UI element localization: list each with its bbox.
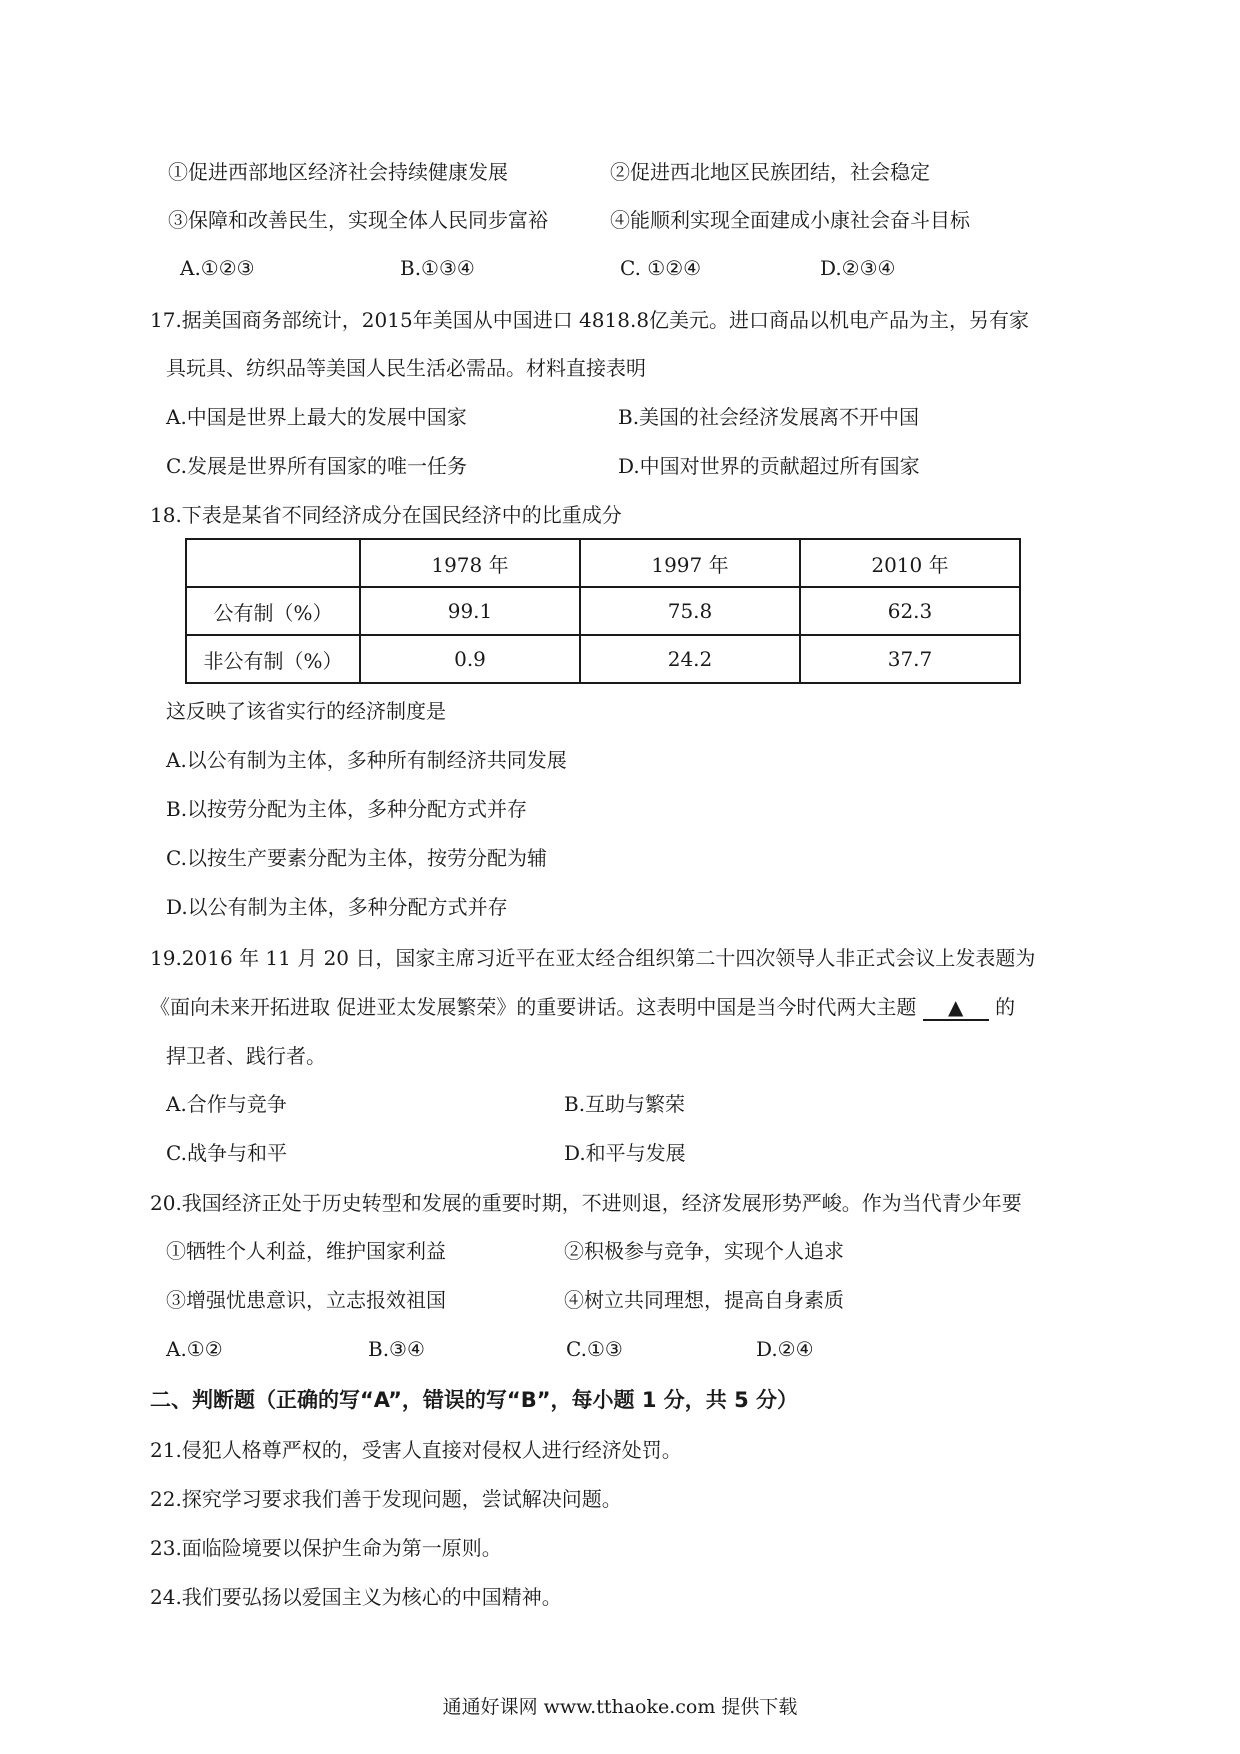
q18-option-d: D.以公有制为主体，多种分配方式并存 [166, 895, 508, 919]
table-cell: 75.8 [580, 587, 800, 635]
table-cell: 37.7 [800, 635, 1020, 683]
q18-option-a: A.以公有制为主体，多种所有制经济共同发展 [166, 748, 567, 772]
q19-stem-suffix: 的 [995, 995, 1016, 1019]
q16-statement-2: ②促进西北地区民族团结，社会稳定 [610, 160, 930, 184]
judge-item-21: 21.侵犯人格尊严权的，受害人直接对侵权人进行经济处罚。 [150, 1438, 682, 1462]
table-cell: 公有制（%） [186, 587, 360, 635]
table-header-cell: 1997 年 [580, 539, 800, 587]
economy-share-table [185, 538, 1021, 684]
table-header-cell [186, 539, 360, 587]
q19-stem-line-2 [150, 993, 1015, 1021]
q19-stem-line-1: 19.2016 年 11 月 20 日，国家主席习近平在亚太经合组织第二十四次领导人非正式会议上发表题为 [150, 946, 1036, 970]
q18-option-c: C.以按生产要素分配为主体，按劳分配为辅 [166, 846, 547, 870]
q16-statement-3: ③保障和改善民生，实现全体人民同步富裕 [168, 208, 548, 232]
q16-statement-1: ①促进西部地区经济社会持续健康发展 [168, 160, 508, 184]
q20-option-a: A.①② [166, 1337, 223, 1361]
q20-statement-1: ①牺牲个人利益，维护国家利益 [166, 1239, 446, 1263]
q16-option-c: C. ①②④ [620, 256, 702, 280]
q16-option-a: A.①②③ [180, 256, 255, 280]
q17-option-c: C.发展是世界所有国家的唯一任务 [166, 454, 467, 478]
q16-statement-4: ④能顺利实现全面建成小康社会奋斗目标 [610, 208, 970, 232]
q17-option-d: D.中国对世界的贡献超过所有国家 [618, 454, 920, 478]
q17-option-b: B.美国的社会经济发展离不开中国 [618, 405, 920, 429]
q20-statement-2: ②积极参与竞争，实现个人追求 [564, 1239, 844, 1263]
q18-after-table: 这反映了该省实行的经济制度是 [166, 699, 446, 723]
table-cell: 62.3 [800, 587, 1020, 635]
q20-option-c: C.①③ [566, 1337, 623, 1361]
table-cell: 0.9 [360, 635, 580, 683]
q16-option-b: B.①③④ [400, 256, 475, 280]
q18-option-b: B.以按劳分配为主体，多种分配方式并存 [166, 797, 528, 821]
judge-item-24: 24.我们要弘扬以爱国主义为核心的中国精神。 [150, 1585, 562, 1609]
q17-stem-line-1: 17.据美国商务部统计，2015年美国从中国进口 4818.8亿美元。进口商品以机电产品为主，另有家 [150, 308, 1030, 332]
q20-stem: 20.我国经济正处于历史转型和发展的重要时期，不进则退，经济发展形势严峻。作为当代青少年要 [150, 1191, 1022, 1215]
q17-stem-line-2: 具玩具、纺织品等美国人民生活必需品。材料直接表明 [166, 356, 646, 380]
q19-option-c: C.战争与和平 [166, 1141, 287, 1165]
table-cell: 非公有制（%） [186, 635, 360, 683]
table-header-cell: 2010 年 [800, 539, 1020, 587]
table-cell: 99.1 [360, 587, 580, 635]
q19-option-d: D.和平与发展 [564, 1141, 686, 1165]
table-row [186, 635, 1020, 683]
page-footer: 通通好课网 www.tthaoke.com 提供下载 [442, 1696, 798, 1718]
q19-stem-text: 《面向未来开拓进取 促进亚太发展繁荣》的重要讲话。这表明中国是当今时代两大主题 [150, 995, 917, 1019]
table-row [186, 587, 1020, 635]
table-header-row [186, 539, 1020, 587]
judge-item-23: 23.面临险境要以保护生命为第一原则。 [150, 1536, 502, 1560]
q20-statement-3: ③增强忧患意识，立志报效祖国 [166, 1288, 446, 1312]
table-cell: 24.2 [580, 635, 800, 683]
judge-item-22: 22.探究学习要求我们善于发现问题，尝试解决问题。 [150, 1487, 622, 1511]
answer-blank: ▲ [923, 995, 989, 1021]
section-heading: 二、判断题（正确的写“A”，错误的写“B”，每小题 1 分，共 5 分） [150, 1388, 799, 1412]
q17-option-a: A.中国是世界上最大的发展中国家 [166, 405, 467, 429]
q20-option-d: D.②④ [756, 1337, 814, 1361]
q19-option-a: A.合作与竞争 [166, 1092, 287, 1116]
q18-stem: 18.下表是某省不同经济成分在国民经济中的比重成分 [150, 503, 622, 527]
q19-stem-line-3: 捍卫者、践行者。 [166, 1044, 326, 1068]
q20-option-b: B.③④ [368, 1337, 425, 1361]
q16-option-d: D.②③④ [820, 256, 896, 280]
q20-statement-4: ④树立共同理想，提高自身素质 [564, 1288, 844, 1312]
table-header-cell: 1978 年 [360, 539, 580, 587]
q19-option-b: B.互助与繁荣 [564, 1092, 686, 1116]
